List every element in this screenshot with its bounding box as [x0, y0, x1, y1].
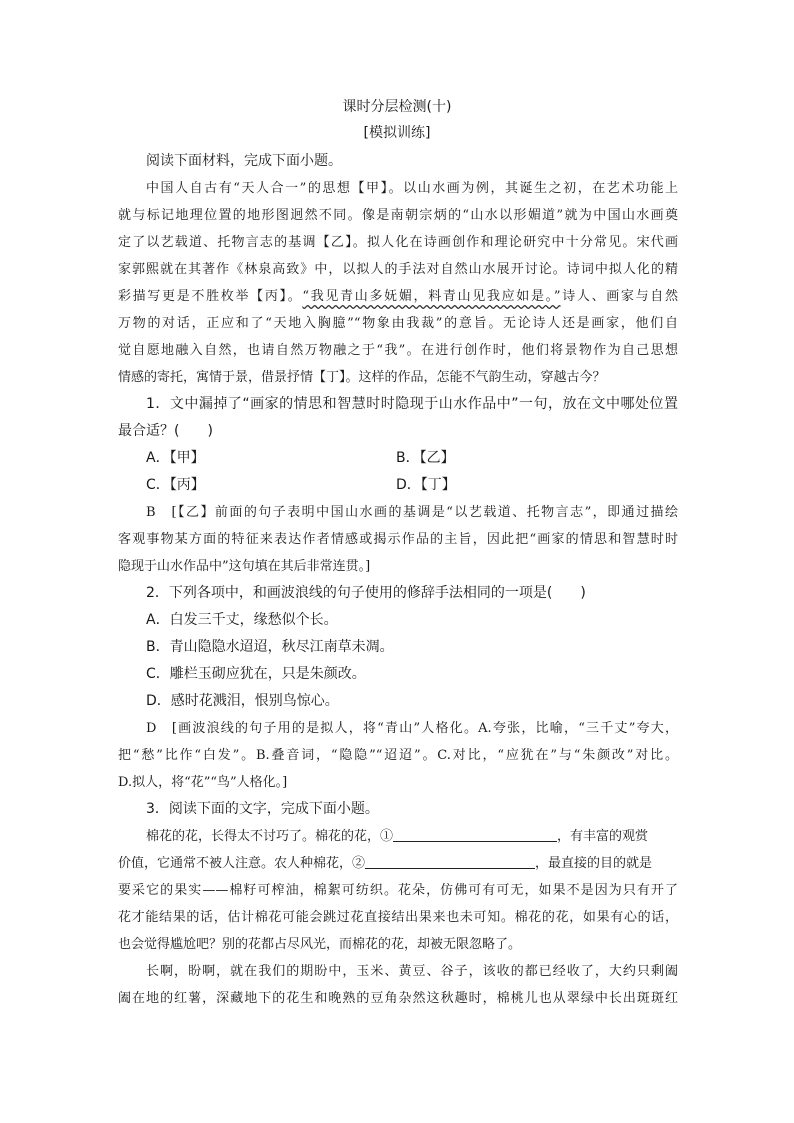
page-title: 课时分层检测(十)	[342, 99, 452, 115]
answer-2: D.拟人，将“花”“鸟”人格化。]	[118, 775, 288, 790]
option-c: C．【丙】	[146, 477, 205, 493]
intro-instruction: 阅读下面材料，完成下面小题。	[146, 153, 342, 169]
passage-line: 觉自愿地融入自然，也请自然万物融之于“我”。在进行创作时，他们将景物作为自己思想	[118, 343, 678, 358]
fill-blank-2	[365, 854, 535, 869]
passage-line: 定了以艺载道、托物言志的基调【乙】。拟人化在诗画创作和理论研究中十分常见。宋代画	[118, 235, 678, 250]
passage-line	[118, 850, 678, 877]
wavy-underlined-sentence: “我见青山多妩媚，料青山见我应如是。”	[302, 289, 561, 304]
document-body	[118, 148, 678, 1012]
question-1-options	[118, 445, 678, 472]
passage-text: 彩描写更是不胜枚举【丙】。	[118, 289, 303, 304]
passage-line: 长啊，盼啊，就在我们的期盼中，玉米、黄豆、谷子，该收的都已经收了，大约只剩阖	[146, 964, 678, 979]
page-subtitle: [模拟训练]	[363, 125, 431, 141]
answer-2: D [画波浪线的句子用的是拟人，将“青山”人格化。A.夸张，比喻，“三千丈”夸大，	[146, 721, 678, 736]
option-a: A．【甲】	[146, 450, 205, 466]
answer-1: B [【乙】前面的句子表明中国山水画的基调是“以艺载道、托物言志”，即通过描绘	[146, 505, 678, 520]
passage-line: 要采它的果实——棉籽可榨油，棉絮可纺织。花朵，仿佛可有可无，如果不是因为只有开了	[118, 883, 678, 898]
question-3-stem: 3．阅读下面的文字，完成下面小题。	[146, 801, 379, 817]
option-c: C．雕栏玉砌应犹在，只是朱颜改。	[146, 666, 366, 682]
question-1-stem: 1．文中漏掉了“画家的情思和智慧时时隐现于山水作品中”一句，放在文中哪处位置	[146, 396, 678, 412]
passage-line: 万物的对话，正应和了“天地入胸臆”“物象由我裁”的意旨。无论诗人还是画家，他们自	[118, 316, 678, 331]
passage-line: 花才能结果的话，估计棉花可能会跳过花直接结出果来也未可知。棉花的花，如果有心的话，	[118, 910, 678, 925]
passage-text: 棉花的花，长得太不讨巧了。棉花的花，①	[146, 829, 394, 844]
passage-line: 家郭熙就在其著作《林泉高致》中，以拟人的手法对自然山水展开讨论。诗词中拟人化的精	[118, 262, 678, 277]
answer-2: 把“愁”比作“白发”。B.叠音词，“隐隐”“迢迢”。C.对比，“应犹在”与“朱颜改”对比。	[118, 748, 678, 763]
answer-1: 隐现于山水作品中”这句填在其后非常连贯。]	[118, 559, 371, 574]
question-1-stem: 最合适？( )	[118, 423, 213, 439]
passage-text: 价值，它通常不被人注意。农人种棉花，②	[118, 856, 366, 871]
passage-line	[118, 283, 678, 310]
passage-text: ，最直接的目的就是	[535, 856, 653, 871]
passage-text: ，有丰富的观赏	[557, 829, 649, 844]
passage-line: 就与标记地理位置的地形图迥然不同。像是南朝宗炳的“山水以形媚道”就为中国山水画奠	[118, 208, 678, 223]
passage-line: 阖在地的红薯，深藏地下的花生和晚熟的豆角杂然这秋趣时，棉桃儿也从翠绿中长出斑斑红	[118, 991, 678, 1006]
option-d: D．感时花溅泪，恨别鸟惊心。	[146, 693, 339, 709]
option-b: B．青山隐隐水迢迢，秋尽江南草未凋。	[146, 639, 394, 655]
passage-line: 也会觉得尴尬吧？别的花都占尽风光，而棉花的花，却被无限忽略了。	[118, 937, 522, 952]
question-1-options	[118, 472, 678, 499]
passage-text: 诗人、画家与自然	[560, 289, 678, 304]
option-b: B．【乙】	[396, 450, 455, 466]
passage-line: 情感的寄托，寓情于景，借景抒情【丁】。这样的作品，怎能不气韵生动，穿越古今？	[118, 370, 606, 385]
fill-blank-1	[393, 827, 557, 842]
question-2-stem: 2．下列各项中，和画波浪线的句子使用的修辞手法相同的一项是( )	[146, 585, 586, 601]
option-a: A．白发三千丈，缘愁似个长。	[146, 612, 338, 628]
answer-1: 客观事物某方面的特征来表达作者情感或揭示作品的主旨，因此把“画家的情思和智慧时时	[118, 532, 678, 547]
passage-line	[118, 823, 678, 850]
option-d: D．【丁】	[396, 477, 456, 493]
passage-line: 中国人自古有“天人合一”的思想【甲】。以山水画为例，其诞生之初，在艺术功能上	[146, 181, 678, 196]
